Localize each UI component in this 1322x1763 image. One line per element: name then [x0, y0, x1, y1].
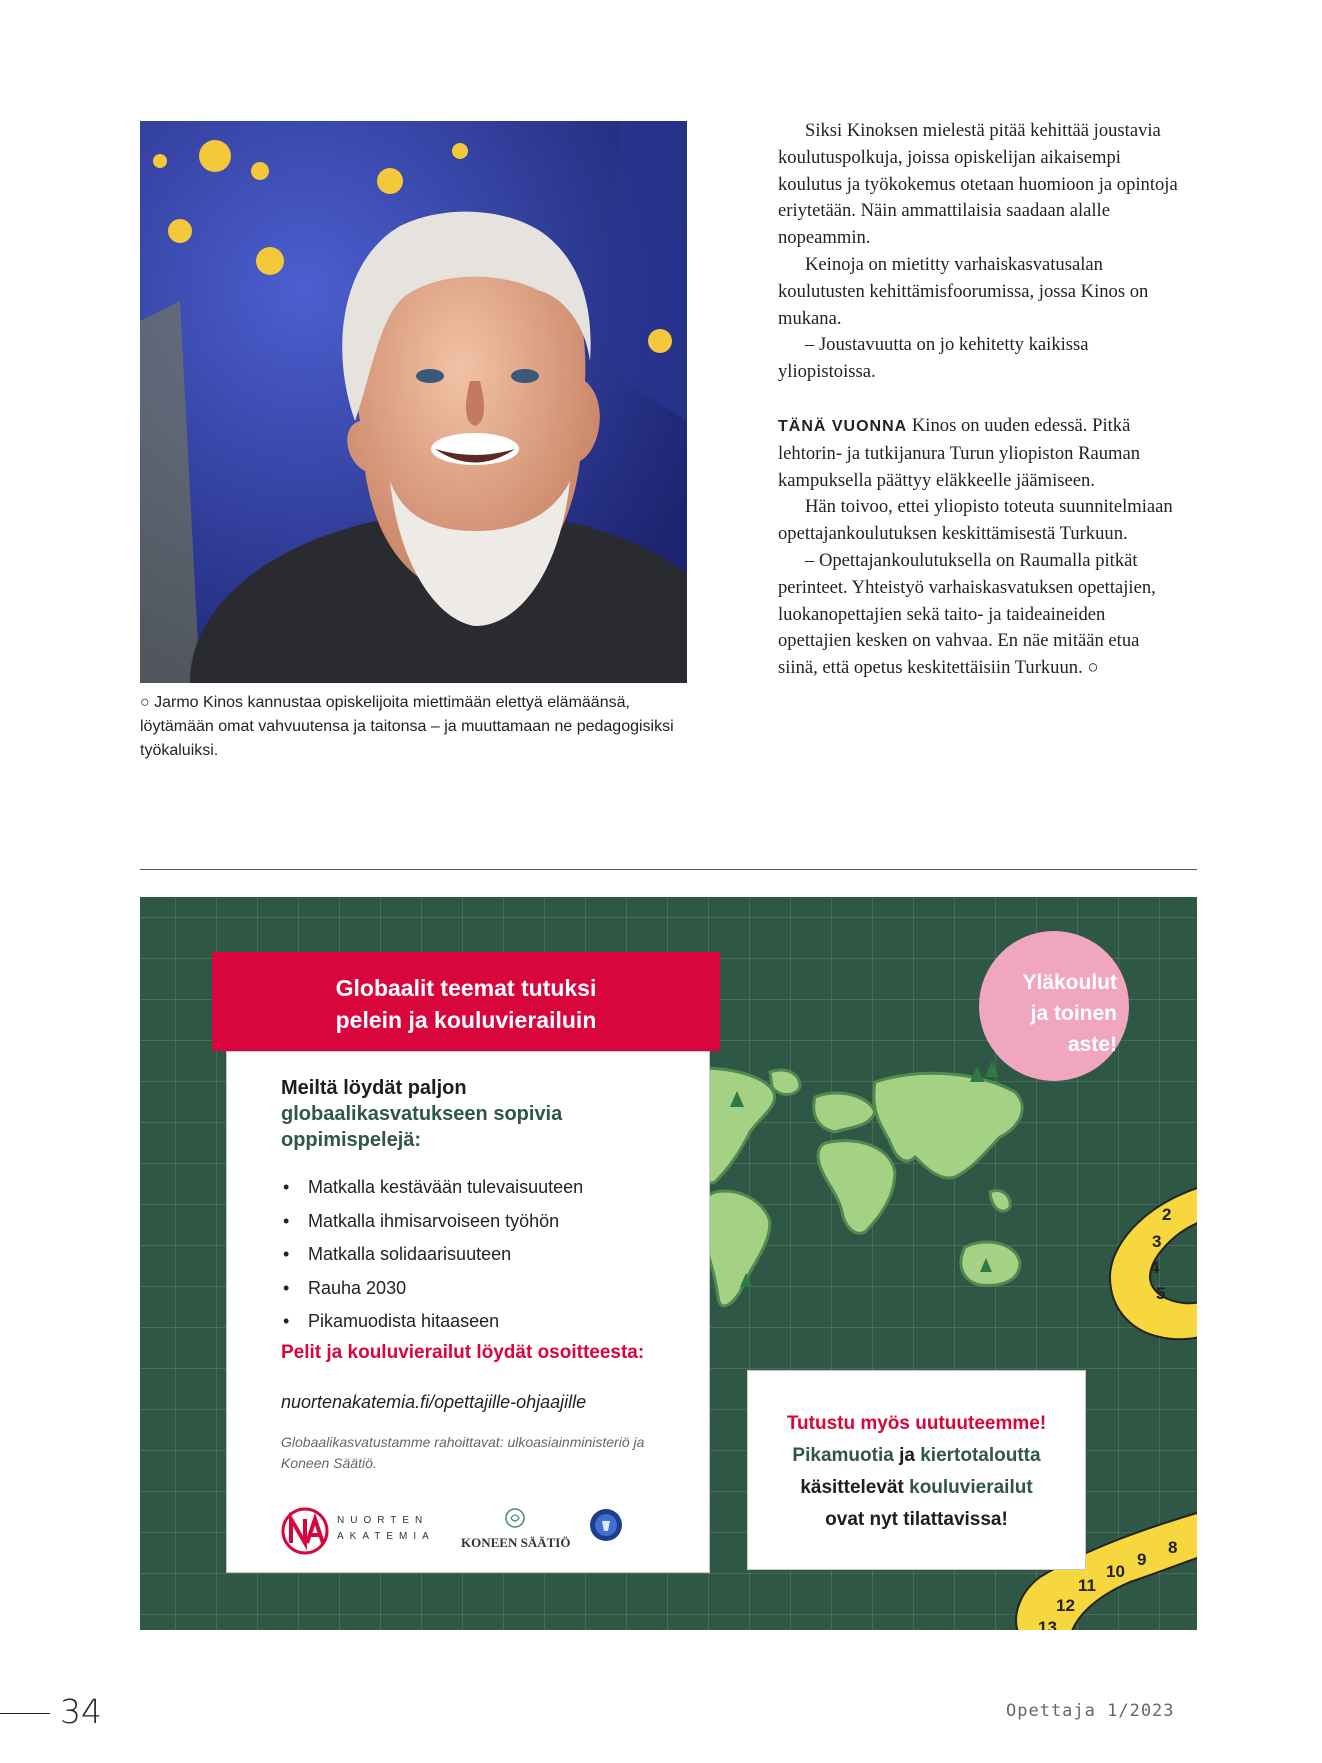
tape-number: 11 — [1078, 1576, 1096, 1595]
tape-number: 2 — [1162, 1205, 1172, 1224]
article-paragraph-text: – Opettajankoulutuksella on Raumalla pitkät perinteet. Yhteistyö varhaiskasvatuksen opettajien, luokanopettajien sekä taito- ja taideaineiden opettajien kesken on vahvaa. En näe mitään etua siinä, että opetus keskitettäisiin Turkuun. — [778, 549, 1156, 679]
tape-number: 5 — [1156, 1284, 1166, 1303]
magazine-issue: Opettaja 1/2023 — [1006, 1701, 1175, 1721]
tape-number: 8 — [1168, 1538, 1178, 1557]
portrait-photo — [140, 121, 687, 683]
banner-line: Globaalit teemat tutuksi — [335, 975, 597, 1001]
tape-number: 4 — [1150, 1258, 1160, 1277]
tape-number: 13 — [1038, 1618, 1057, 1637]
notice-green-text: kouluvierailut — [909, 1477, 1033, 1498]
article-paragraph-text: Kinos on uuden edessä. Pitkä lehtorin- ja tutkijanura Turun yliopiston Rauman kampuksella päättyy eläkkeelle jäämiseen. — [778, 414, 1141, 491]
divider — [140, 869, 1197, 870]
ministry-emblem-logo-icon — [584, 1507, 628, 1551]
list-item: • Matkalla ihmisarvoiseen työhön — [283, 1205, 583, 1239]
logo-text-line: AKATEMIA — [337, 1531, 435, 1542]
ad-funding-text: Globaalikasvatustamme rahoittavat: ulkoasiainministeriö ja Koneen Säätiö. — [281, 1434, 645, 1471]
list-item: • Matkalla solidaarisuuteen — [283, 1238, 583, 1272]
ad-find-text: Pelit ja kouluvierailut löydät osoitteesta: — [281, 1342, 645, 1363]
ad-info-panel — [226, 1051, 710, 1573]
page-number: 34 — [60, 1692, 102, 1731]
ad-banner — [212, 952, 720, 1051]
ad-heading-plain: Meiltä löydät paljon — [281, 1077, 467, 1099]
tape-number: 10 — [1106, 1562, 1125, 1581]
article-paragraph — [778, 413, 1178, 494]
page-number-rule — [0, 1713, 50, 1714]
target-group-badge — [979, 931, 1129, 1081]
ad-heading — [281, 1075, 681, 1153]
notice-text: ovat nyt tilattavissa! — [825, 1509, 1008, 1530]
banner-line: pelein ja kouluvierailuin — [335, 1007, 597, 1033]
photo-caption — [140, 691, 700, 763]
article-column — [778, 118, 1178, 682]
logo-text-line: NUORTEN — [337, 1515, 429, 1526]
notice-green-text: Pikamuotia — [792, 1445, 894, 1466]
portrait-image — [140, 121, 687, 683]
notice-red-text: Tutustu myös uutuuteemme! — [786, 1413, 1047, 1434]
nuorten-akatemia-logo-icon — [279, 1507, 331, 1555]
tape-number: 12 — [1056, 1596, 1075, 1615]
section-lead: TÄNÄ VUONNA — [778, 417, 908, 435]
new-visits-notice — [747, 1370, 1086, 1570]
advertisement — [140, 897, 1197, 1637]
list-item: • Pikamuodista hitaaseen — [283, 1305, 583, 1339]
end-mark-icon: ○ — [1087, 657, 1099, 679]
badge-line: ja toinen — [1030, 1002, 1117, 1025]
nuorten-akatemia-logo-text — [337, 1513, 435, 1545]
article-paragraph — [778, 548, 1178, 682]
list-item: • Rauha 2030 — [283, 1272, 583, 1306]
notice-text: ja — [899, 1445, 915, 1466]
notice-text: käsittelevät — [800, 1477, 904, 1498]
article-paragraph: Keinoja on mietitty varhaiskasvatusalan koulutusten kehittämisfoorumissa, jossa Kinos on mukana. — [778, 253, 1149, 329]
caption-bullet-icon: ○ — [140, 694, 150, 711]
koneen-saatio-logo-icon — [504, 1507, 526, 1529]
ad-url-link[interactable]: nuortenakatemia.fi/opettajille-ohjaajille — [281, 1392, 587, 1412]
article-paragraph: – Joustavuutta on jo kehitetty kaikissa yliopistoissa. — [778, 334, 1089, 383]
tape-number: 3 — [1152, 1232, 1162, 1251]
caption-text: Jarmo Kinos kannustaa opiskelijoita miettimään elettyä elämäänsä, löytämään omat vahvuutensa ja taitonsa – ja muuttamaan ne pedagogisiksi työkaluiksi. — [140, 694, 674, 759]
ad-heading-green: globaalikasvatukseen sopivia oppimispelejä: — [281, 1103, 563, 1151]
sponsor-logos — [279, 1507, 679, 1557]
tape-number: 9 — [1137, 1550, 1147, 1569]
notice-green-text: kiertotaloutta — [920, 1445, 1041, 1466]
article-paragraph: Siksi Kinoksen mielestä pitää kehittää joustavia koulutuspolkuja, joissa opiskelijan aikaisempi koulutus ja työkokemus otetaan huomioon ja opintoja eriytetään. Näin ammattilaisia saadaan alalle nopeammin. — [778, 120, 1178, 249]
article-paragraph: Hän toivoo, ettei yliopisto toteuta suunnitelmiaan opettajankoulutuksen keskittämisestä Turkuun. — [778, 496, 1173, 545]
list-item: • Matkalla kestävään tulevaisuuteen — [283, 1171, 583, 1205]
koneen-saatio-logo-text: KONEEN SÄÄTIÖ — [461, 1535, 571, 1550]
badge-line: aste! — [1067, 1033, 1117, 1056]
badge-line: Yläkoulut — [1022, 971, 1117, 994]
games-list — [283, 1171, 583, 1339]
